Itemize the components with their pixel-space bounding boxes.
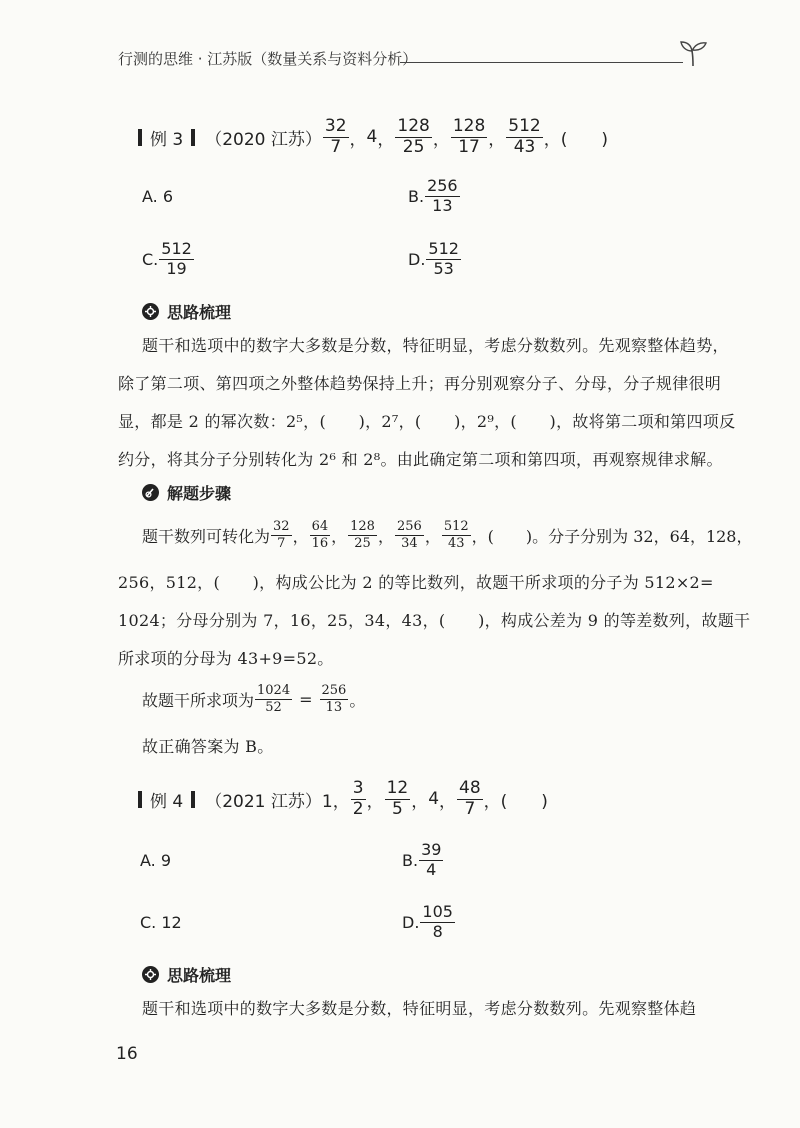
option-a: A. 9 bbox=[140, 851, 172, 870]
fraction: $\frac{32}{7}$ bbox=[324, 116, 347, 157]
running-header: 行测的思维 · 江苏版（数量关系与资料分析） bbox=[118, 50, 418, 68]
option-c: C. $\frac{512}{19}$ bbox=[142, 239, 192, 278]
example-tail: ，( ) bbox=[543, 129, 608, 150]
label-bar bbox=[191, 129, 195, 146]
option-b: B. $\frac{256}{13}$ bbox=[408, 176, 458, 215]
option-a: A. 6 bbox=[142, 187, 174, 206]
gear-icon bbox=[142, 303, 159, 320]
analysis-line: 除了第二项、第四项之外整体趋势保持上升；再分别观察分子、分母，分子规律很明 bbox=[118, 374, 722, 393]
fraction: $\frac{512}{43}$ bbox=[508, 116, 541, 157]
page-number: 16 bbox=[116, 1044, 138, 1064]
sprout-icon bbox=[676, 36, 710, 70]
analysis-line: 约分，将其分子分别转化为 2⁶ 和 2⁸。由此确定第二项和第四项，再观察规律求解。 bbox=[118, 450, 723, 469]
example-source: （2020 江苏） bbox=[205, 129, 322, 150]
section-steps: 解题步骤 bbox=[142, 481, 231, 504]
fraction: $\frac{128}{25}$ bbox=[397, 116, 430, 157]
label-bar bbox=[138, 129, 142, 146]
option-c: C. 12 bbox=[140, 913, 182, 932]
steps-line: 256，512，( )，构成公比为 2 的等比数列，故题干所求项的分子为 512×2= bbox=[118, 573, 714, 592]
example-source: （2021 江苏） bbox=[205, 791, 322, 812]
fraction: $\frac{48}{7}$ bbox=[459, 778, 481, 819]
analysis-line: 题干和选项中的数字大多数是分数，特征明显，考虑分数数列。先观察整体趋 bbox=[142, 999, 697, 1018]
gear-icon bbox=[142, 966, 159, 983]
result-line: 故题干所求项为 $\frac{1024}{52}$ = $\frac{256}{13}$ 。 bbox=[142, 683, 366, 715]
section-analysis: 思路梳理 bbox=[142, 300, 231, 323]
example-4-stem: 例 4 （2021 江苏） 1， $\frac{3}{2}$ ， $\frac{12}{5}$ ， 4 ， $\frac{48}{7}$ ，( ) bbox=[138, 780, 548, 819]
example-tail: ，( ) bbox=[483, 791, 548, 812]
fraction: $\frac{128}{17}$ bbox=[452, 116, 486, 157]
fraction: $\frac{12}{5}$ bbox=[386, 778, 409, 819]
option-d: D. $\frac{105}{8}$ bbox=[402, 902, 453, 941]
example-label: 例 3 bbox=[150, 129, 184, 150]
example-label: 例 4 bbox=[150, 791, 184, 812]
steps-line: 题干数列可转化为 $\frac{32}{7}$ ， $\frac{64}{16}$ ， $\frac{128}{25}$ ， $\frac{256}{34}$ ， $\frac{512}{43}$ ，( )。分子分别为 32，64，128， bbox=[142, 519, 753, 551]
label-bar bbox=[191, 791, 195, 808]
example-3-stem: 例 3 （2020 江苏） $\frac{32}{7}$ ， 4 ， $\frac{128}{25}$ ， $\frac{128}{17}$ ， $\frac{512}{43}$ ，( ) bbox=[138, 118, 608, 157]
steps-line: 所求项的分母为 43+9=52。 bbox=[118, 649, 334, 668]
option-d: D. $\frac{512}{53}$ bbox=[408, 239, 459, 278]
label-bar bbox=[138, 791, 142, 808]
option-b: B. $\frac{39}{4}$ bbox=[402, 840, 442, 879]
fraction: $\frac{3}{2}$ bbox=[352, 778, 364, 819]
answer-line: 故正确答案为 B。 bbox=[142, 737, 274, 756]
analysis-line: 题干和选项中的数字大多数是分数，特征明显，考虑分数数列。先观察整体趋势， bbox=[142, 336, 729, 355]
steps-line: 1024；分母分别为 7，16，25，34，43，( )，构成公差为 9 的等差数列，故题干 bbox=[118, 611, 751, 630]
analysis-line: 显，都是 2 的幂次数：2⁵，( )，2⁷，( )，2⁹，( )，故将第二项和第四项反 bbox=[118, 412, 736, 431]
header-rule bbox=[400, 62, 683, 63]
section-analysis: 思路梳理 bbox=[142, 963, 231, 986]
pen-icon bbox=[142, 484, 159, 501]
